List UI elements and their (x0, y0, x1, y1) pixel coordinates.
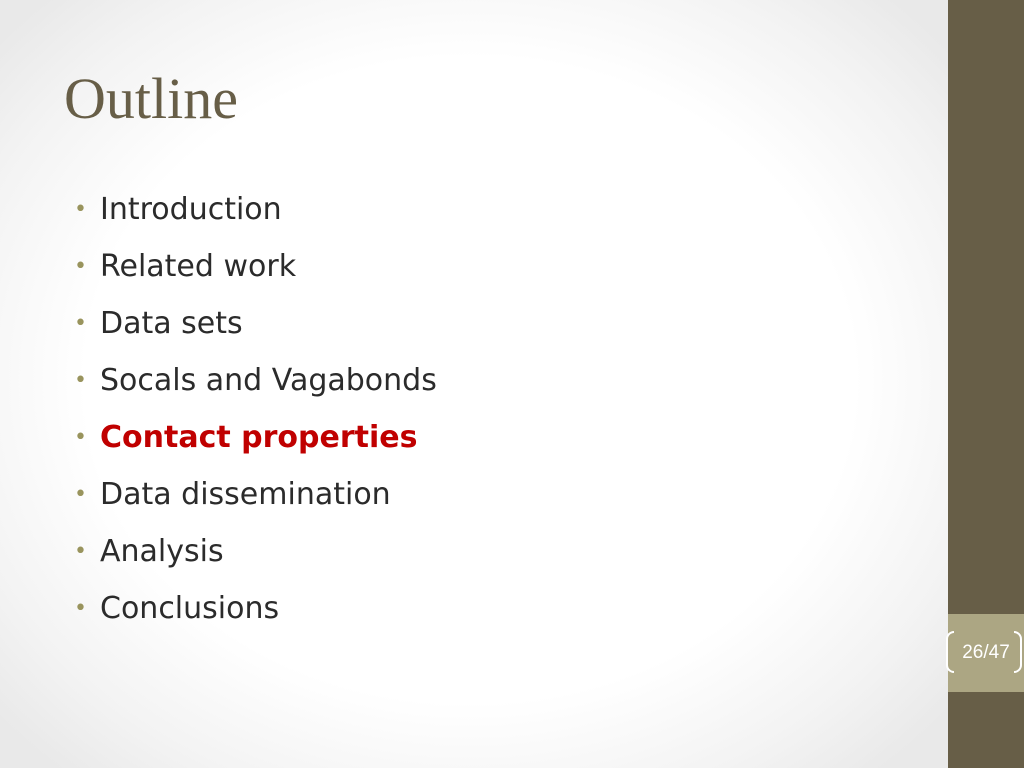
bullet-dot-icon: • (74, 425, 87, 450)
outline-item-label: Introduction (100, 192, 282, 227)
bullet-dot-icon: • (74, 368, 87, 393)
outline-item-label: Related work (100, 249, 297, 284)
page-number: 26/47 (962, 642, 1010, 663)
bullet-dot-icon: • (74, 254, 87, 279)
bullet-dot-icon: • (74, 311, 87, 336)
bullet-dot-icon: • (74, 596, 87, 621)
outline-item-label: Socals and Vagabonds (100, 363, 437, 398)
bullet-dot-icon: • (74, 197, 87, 222)
outline-item-label-current: Contact properties (100, 420, 418, 455)
bullet-dot-icon: • (74, 482, 87, 507)
outline-item-label: Analysis (100, 534, 224, 569)
outline-item-label: Data dissemination (100, 477, 391, 512)
bullet-dot-icon: • (74, 539, 87, 564)
outline-item-label: Data sets (100, 306, 243, 341)
outline-item-label: Conclusions (100, 591, 280, 626)
slide-title: Outline (64, 66, 238, 131)
